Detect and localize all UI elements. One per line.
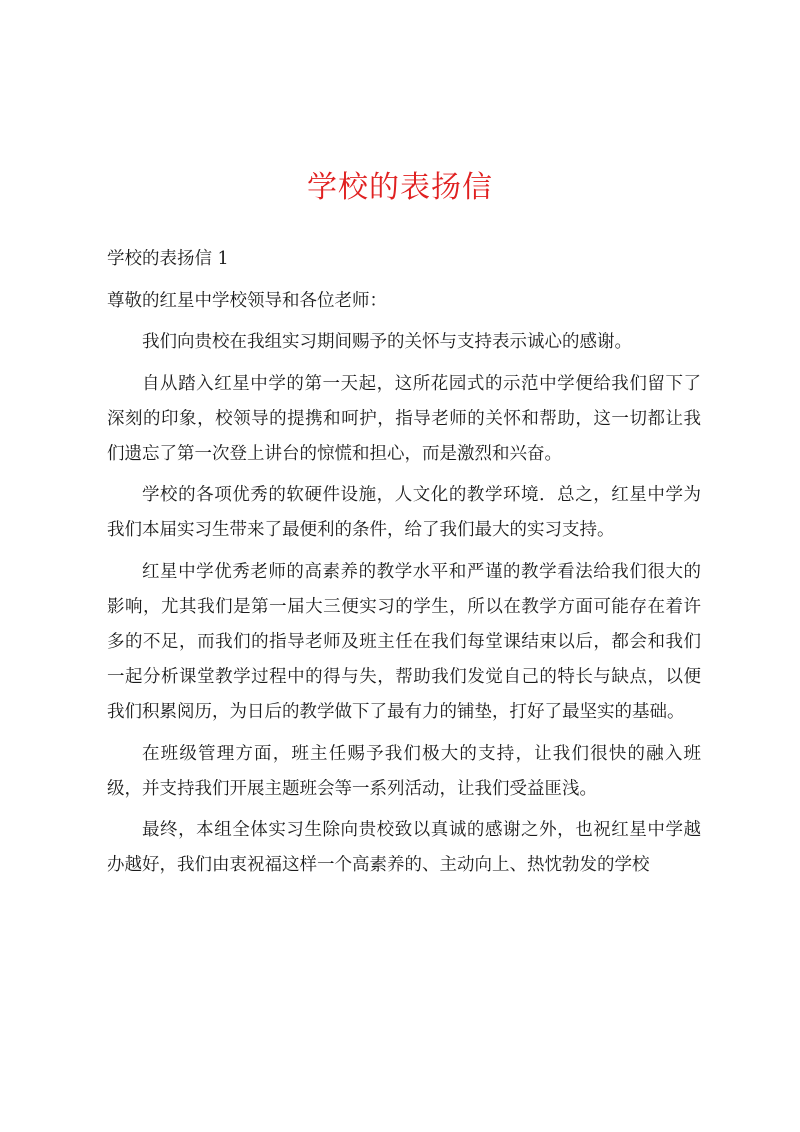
document-body xyxy=(107,242,701,883)
document-title: 学校的表扬信 xyxy=(307,170,493,205)
body-paragraph-4: 红星中学优秀老师的高素养的教学水平和严谨的教学看法给我们很大的影响，尤其我们是第一届大三便实习的学生，所以在教学方面可能存在着许多的不足，而我们的指导老师及班主任在我们每堂课结束以后，都会和我们一起分析课堂教学过程中的得与失，帮助我们发觉自己的特长与缺点，以便我们积累阅历，为日后的教学做下了最有力的铺垫，打好了最坚实的基础。 xyxy=(107,561,701,723)
body-paragraph-1: 我们向贵校在我组实习期间赐予的关怀与支持表示诚心的感谢。 xyxy=(142,332,632,353)
section-heading: 学校的表扬信 1 xyxy=(107,249,229,269)
body-paragraph-6: 最终，本组全体实习生除向贵校致以真诚的感谢之外，也祝红星中学越办越好，我们由衷祝福这样一个高素养的、主动向上、热忱勃发的学校 xyxy=(107,820,701,876)
salutation: 尊敬的红星中学校领导和各位老师： xyxy=(107,291,387,312)
body-paragraph-5: 在班级管理方面，班主任赐予我们极大的支持，让我们很快的融入班级，并支持我们开展主题班会等一系列活动，让我们受益匪浅。 xyxy=(107,743,701,799)
body-paragraph-3: 学校的各项优秀的软硬件设施，人文化的教学环境．总之，红星中学为我们本届实习生带来了最便利的条件，给了我们最大的实习支持。 xyxy=(107,485,701,541)
body-paragraph-2: 自从踏入红星中学的第一天起，这所花园式的示范中学便给我们留下了深刻的印象，校领导的提携和呵护，指导老师的关怀和帮助，这一切都让我们遗忘了第一次登上讲台的惊慌和担心，而是激烈和兴奋。 xyxy=(107,373,701,465)
